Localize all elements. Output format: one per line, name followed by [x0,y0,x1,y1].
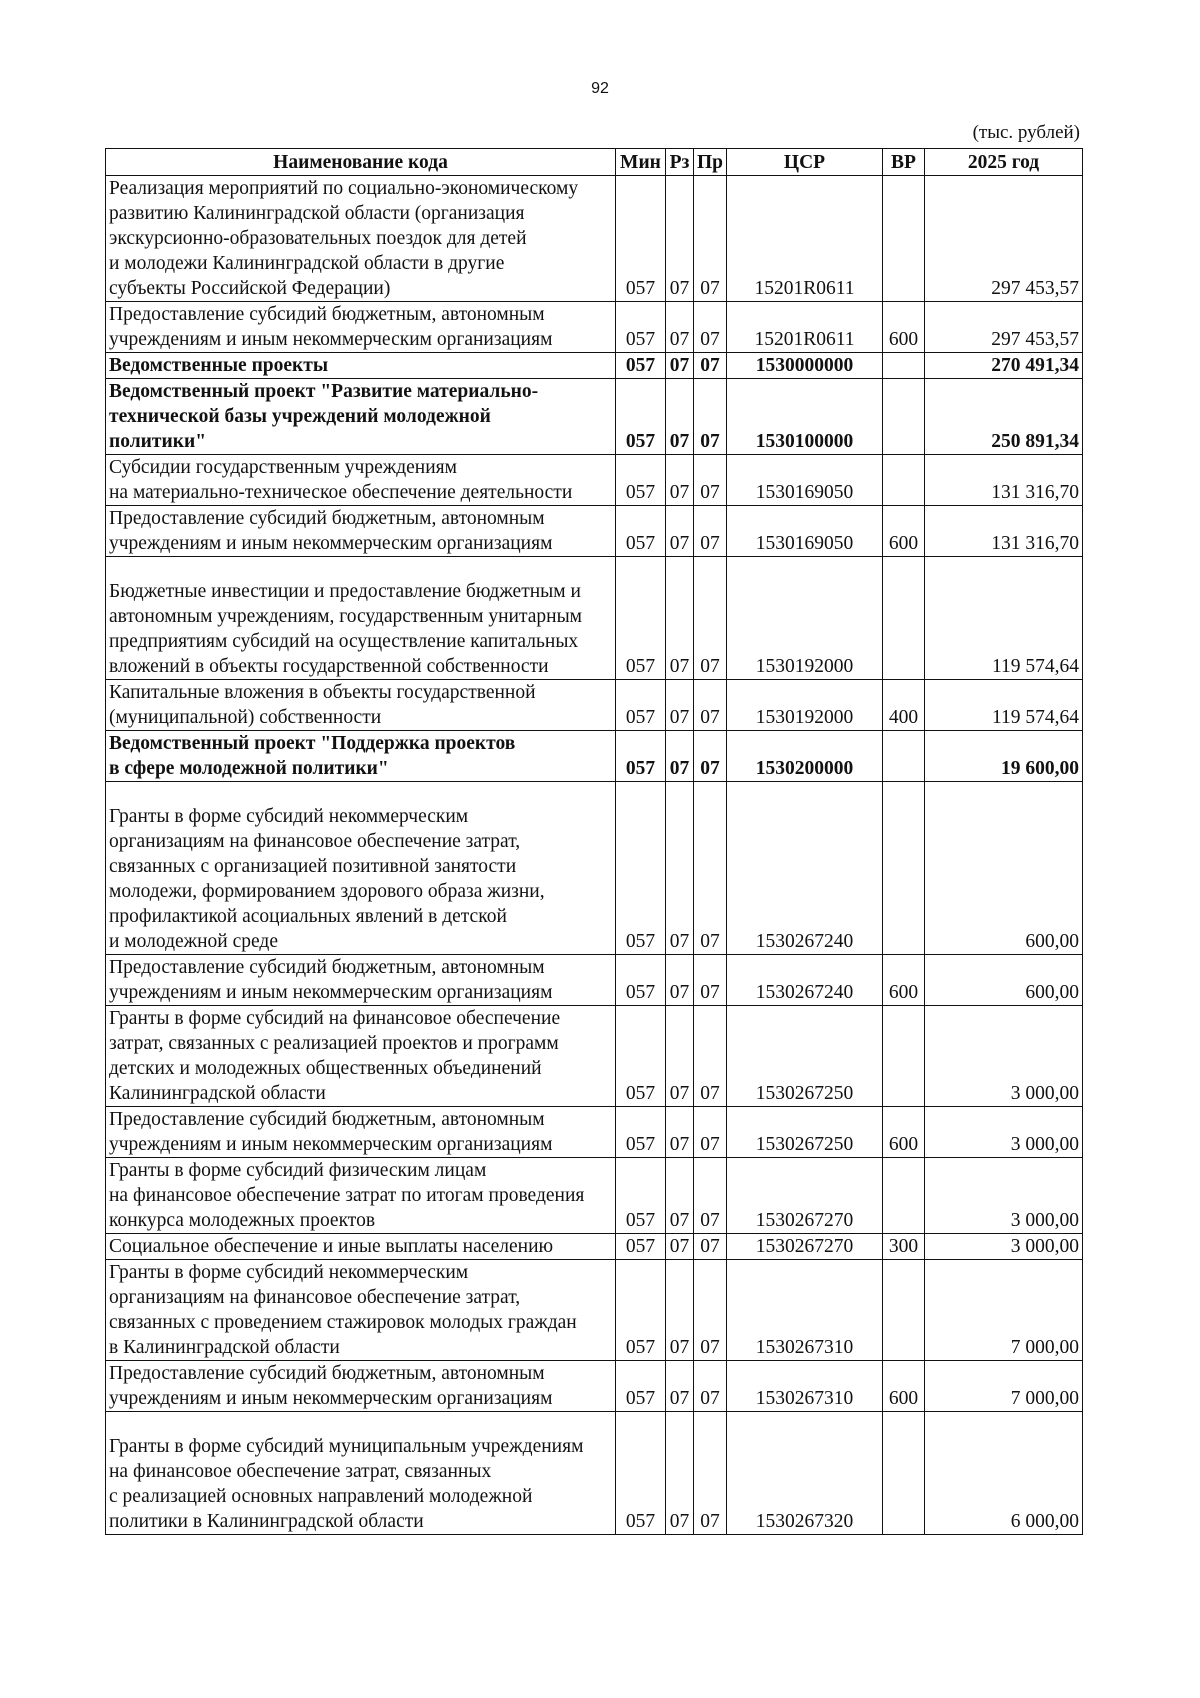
row-csr: 1530169050 [727,455,883,506]
row-amount: 600,00 [925,782,1083,955]
row-amount: 297 453,57 [925,176,1083,302]
header-name: Наименование кода [106,149,616,176]
row-amount: 3 000,00 [925,1158,1083,1234]
row-rz: 07 [666,176,694,302]
row-rz: 07 [666,506,694,557]
row-vr [883,557,925,680]
row-rz: 07 [666,1412,694,1535]
table-row [106,1234,1083,1260]
row-vr [883,1260,925,1361]
row-min: 057 [616,1260,666,1361]
row-pr: 07 [694,1412,727,1535]
row-pr: 07 [694,455,727,506]
row-vr [883,782,925,955]
row-vr: 600 [883,1361,925,1412]
row-name: Гранты в форме субсидий некоммерческим организациям на финансовое обеспечение затрат, связанных с организацией позитивной занятости молодежи, формированием здорового образа жизни, профилактикой асоциальных явлений в детской и молодежной среде [106,782,616,955]
row-pr: 07 [694,1158,727,1234]
row-amount: 119 574,64 [925,557,1083,680]
row-amount: 250 891,34 [925,379,1083,455]
table-row [106,1361,1083,1412]
row-vr [883,455,925,506]
table-row [106,1107,1083,1158]
row-csr: 1530267250 [727,1006,883,1107]
table-row [106,680,1083,731]
row-name: Гранты в форме субсидий некоммерческим организациям на финансовое обеспечение затрат, связанных с проведением стажировок молодых граждан в Калининградской области [106,1260,616,1361]
row-amount: 6 000,00 [925,1412,1083,1535]
row-vr [883,1158,925,1234]
budget-table [105,148,1083,1535]
row-csr: 1530267270 [727,1158,883,1234]
row-csr: 1530000000 [727,353,883,379]
row-min: 057 [616,731,666,782]
row-csr: 1530192000 [727,557,883,680]
row-rz: 07 [666,955,694,1006]
table-row [106,955,1083,1006]
row-csr: 1530267310 [727,1361,883,1412]
row-vr [883,731,925,782]
row-pr: 07 [694,731,727,782]
row-amount: 3 000,00 [925,1234,1083,1260]
row-min: 057 [616,506,666,557]
row-name: Ведомственный проект "Поддержка проектов в сфере молодежной политики" [106,731,616,782]
row-csr: 1530267270 [727,1234,883,1260]
row-rz: 07 [666,1260,694,1361]
row-rz: 07 [666,731,694,782]
table-row [106,455,1083,506]
table-row [106,782,1083,955]
row-csr: 1530267320 [727,1412,883,1535]
row-min: 057 [616,353,666,379]
row-name: Ведомственные проекты [106,353,616,379]
row-name: Предоставление субсидий бюджетным, автономным учреждениям и иным некоммерческим организациям [106,955,616,1006]
row-rz: 07 [666,680,694,731]
page-number: 92 [591,80,609,97]
row-rz: 07 [666,782,694,955]
row-vr [883,1006,925,1107]
row-pr: 07 [694,176,727,302]
row-name: Бюджетные инвестиции и предоставление бюджетным и автономным учреждениям, государственным унитарным предприятиям субсидий на осуществление капитальных вложений в объекты государственной собственности [106,557,616,680]
row-amount: 19 600,00 [925,731,1083,782]
row-pr: 07 [694,1361,727,1412]
row-amount: 3 000,00 [925,1107,1083,1158]
row-name: Гранты в форме субсидий физическим лицам на финансовое обеспечение затрат по итогам проведения конкурса молодежных проектов [106,1158,616,1234]
row-rz: 07 [666,1107,694,1158]
row-min: 057 [616,680,666,731]
row-vr: 600 [883,1107,925,1158]
table-header [106,149,1083,176]
row-rz: 07 [666,1158,694,1234]
row-name: Реализация мероприятий по социально-экономическому развитию Калининградской области (организация экскурсионно-образовательных поездок для детей и молодежи Калининградской области в другие субъекты Российской Федерации) [106,176,616,302]
row-pr: 07 [694,1260,727,1361]
row-min: 057 [616,455,666,506]
row-csr: 1530267240 [727,955,883,1006]
table-row [106,353,1083,379]
header-min: Мин [616,149,666,176]
row-min: 057 [616,1006,666,1107]
row-csr: 1530267240 [727,782,883,955]
row-pr: 07 [694,557,727,680]
row-amount: 270 491,34 [925,353,1083,379]
header-csr: ЦСР [727,149,883,176]
row-name: Капитальные вложения в объекты государственной (муниципальной) собственности [106,680,616,731]
row-name: Социальное обеспечение и иные выплаты населению [106,1234,616,1260]
row-vr [883,353,925,379]
header-row [106,149,1083,176]
row-name: Субсидии государственным учреждениям на материально-техническое обеспечение деятельности [106,455,616,506]
row-min: 057 [616,176,666,302]
header-amount: 2025 год [925,149,1083,176]
row-amount: 7 000,00 [925,1260,1083,1361]
row-csr: 1530169050 [727,506,883,557]
row-pr: 07 [694,680,727,731]
row-name: Предоставление субсидий бюджетным, автономным учреждениям и иным некоммерческим организациям [106,1107,616,1158]
table-body [106,176,1083,1535]
row-min: 057 [616,1412,666,1535]
row-vr: 600 [883,302,925,353]
row-rz: 07 [666,302,694,353]
row-min: 057 [616,302,666,353]
row-pr: 07 [694,379,727,455]
row-pr: 07 [694,782,727,955]
row-pr: 07 [694,1234,727,1260]
row-pr: 07 [694,955,727,1006]
row-vr: 600 [883,955,925,1006]
header-vr: ВР [883,149,925,176]
header-pr: Пр [694,149,727,176]
row-vr: 300 [883,1234,925,1260]
table-row [106,1412,1083,1535]
row-pr: 07 [694,1006,727,1107]
row-name: Предоставление субсидий бюджетным, автономным учреждениям и иным некоммерческим организациям [106,1361,616,1412]
table-row [106,557,1083,680]
row-name: Гранты в форме субсидий муниципальным учреждениям на финансовое обеспечение затрат, связанных с реализацией основных направлений молодежной политики в Калининградской области [106,1412,616,1535]
row-amount: 119 574,64 [925,680,1083,731]
row-csr: 15201R0611 [727,176,883,302]
row-min: 057 [616,379,666,455]
table-row [106,379,1083,455]
header-rz: Рз [666,149,694,176]
row-amount: 3 000,00 [925,1006,1083,1107]
row-rz: 07 [666,1006,694,1107]
row-vr: 600 [883,506,925,557]
row-csr: 1530267250 [727,1107,883,1158]
row-rz: 07 [666,1234,694,1260]
table-row [106,1158,1083,1234]
row-pr: 07 [694,302,727,353]
table-row [106,731,1083,782]
row-rz: 07 [666,1361,694,1412]
row-rz: 07 [666,379,694,455]
units-label: (тыс. рублей) [972,122,1080,143]
row-pr: 07 [694,1107,727,1158]
table-row [106,302,1083,353]
row-pr: 07 [694,506,727,557]
row-vr: 400 [883,680,925,731]
row-name: Предоставление субсидий бюджетным, автономным учреждениям и иным некоммерческим организациям [106,506,616,557]
row-csr: 1530267310 [727,1260,883,1361]
row-amount: 131 316,70 [925,455,1083,506]
row-name: Ведомственный проект "Развитие материально- технической базы учреждений молодежной политики" [106,379,616,455]
row-min: 057 [616,1158,666,1234]
row-amount: 600,00 [925,955,1083,1006]
row-min: 057 [616,1234,666,1260]
row-rz: 07 [666,455,694,506]
row-amount: 297 453,57 [925,302,1083,353]
table-row [106,1260,1083,1361]
row-amount: 7 000,00 [925,1361,1083,1412]
row-pr: 07 [694,353,727,379]
table-row [106,506,1083,557]
row-csr: 15201R0611 [727,302,883,353]
row-min: 057 [616,1361,666,1412]
row-min: 057 [616,782,666,955]
table-row [106,1006,1083,1107]
row-rz: 07 [666,353,694,379]
row-csr: 1530192000 [727,680,883,731]
row-name: Предоставление субсидий бюджетным, автономным учреждениям и иным некоммерческим организациям [106,302,616,353]
row-name: Гранты в форме субсидий на финансовое обеспечение затрат, связанных с реализацией проектов и программ детских и молодежных общественных объединений Калининградской области [106,1006,616,1107]
row-min: 057 [616,557,666,680]
row-min: 057 [616,955,666,1006]
row-vr [883,176,925,302]
row-min: 057 [616,1107,666,1158]
table-row [106,176,1083,302]
row-vr [883,1412,925,1535]
row-vr [883,379,925,455]
row-rz: 07 [666,557,694,680]
row-amount: 131 316,70 [925,506,1083,557]
row-csr: 1530100000 [727,379,883,455]
row-csr: 1530200000 [727,731,883,782]
